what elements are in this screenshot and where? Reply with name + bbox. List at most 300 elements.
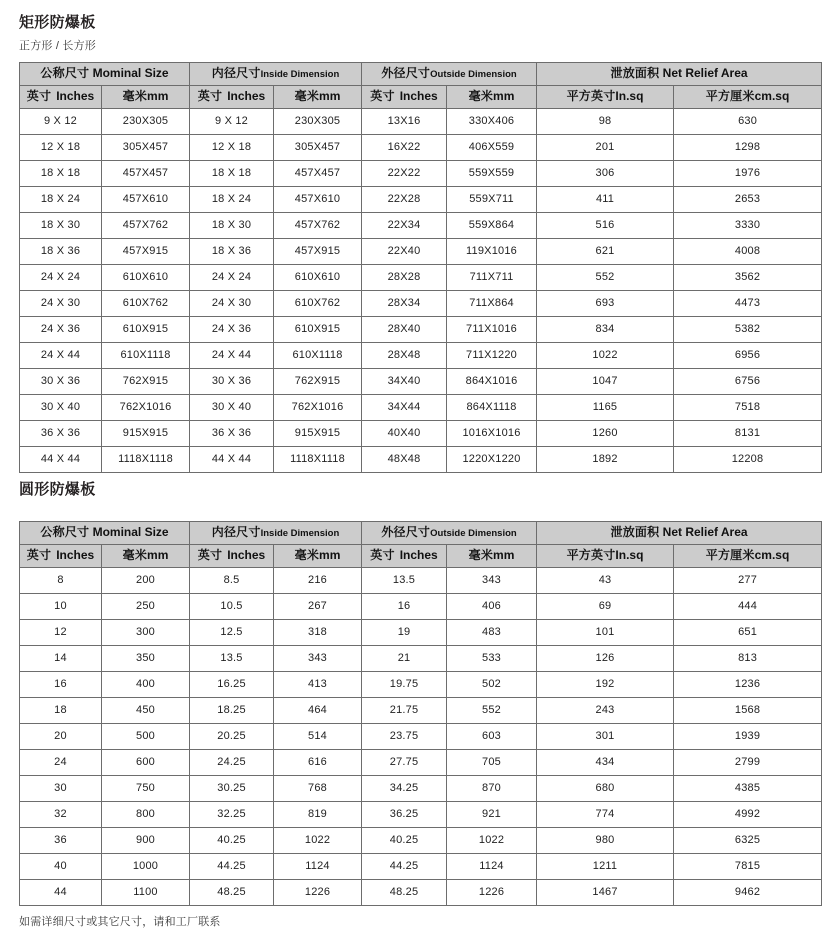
group-header-cn: 泄放面积	[610, 525, 660, 539]
table-cell: 9462	[674, 880, 822, 906]
table-cell: 28X34	[362, 291, 447, 317]
table-cell: 610X1118	[102, 343, 190, 369]
column-header-en: In.sq	[615, 89, 644, 103]
table-cell: 24 X 30	[190, 291, 274, 317]
rectangular-spec-table	[19, 62, 822, 473]
table-row	[20, 880, 822, 906]
table-cell: 48.25	[362, 880, 447, 906]
table-cell: 343	[274, 646, 362, 672]
table-cell: 457X610	[274, 187, 362, 213]
table-cell: 30 X 40	[20, 395, 102, 421]
column-header-en: mm	[493, 89, 515, 103]
table-cell: 1260	[537, 421, 674, 447]
table-cell: 230X305	[274, 109, 362, 135]
column-header	[190, 86, 274, 109]
column-header-cn: 毫米	[294, 548, 320, 562]
table-cell: 18 X 30	[190, 213, 274, 239]
table-cell: 610X762	[102, 291, 190, 317]
table-cell: 400	[102, 672, 190, 698]
group-header-cn: 外径尺寸	[381, 66, 431, 80]
table-cell: 7518	[674, 395, 822, 421]
table-cell: 559X559	[447, 161, 537, 187]
table-cell: 1892	[537, 447, 674, 473]
table-cell: 6956	[674, 343, 822, 369]
table-row	[20, 724, 822, 750]
table-row	[20, 265, 822, 291]
table-row	[20, 594, 822, 620]
table-cell: 1118X1118	[274, 447, 362, 473]
table-cell: 457X915	[102, 239, 190, 265]
table-cell: 13.5	[190, 646, 274, 672]
footer-note: 如需详细尺寸或其它尺寸，请和工厂联系	[19, 916, 221, 928]
table-column-header-row	[20, 86, 822, 109]
table-cell: 250	[102, 594, 190, 620]
table-cell: 12 X 18	[20, 135, 102, 161]
table-cell: 1226	[274, 880, 362, 906]
column-header-en: mm	[493, 548, 515, 562]
table-cell: 516	[537, 213, 674, 239]
table-cell: 27.75	[362, 750, 447, 776]
table-cell: 12	[20, 620, 102, 646]
table-cell: 533	[447, 646, 537, 672]
table-cell: 6756	[674, 369, 822, 395]
rectangular-table-wrapper	[19, 62, 822, 473]
table-cell: 21.75	[362, 698, 447, 724]
table-cell: 20	[20, 724, 102, 750]
table-cell: 434	[537, 750, 674, 776]
table-cell: 24.25	[190, 750, 274, 776]
table-group-header-row	[20, 522, 822, 545]
table-cell: 610X1118	[274, 343, 362, 369]
table-cell: 2653	[674, 187, 822, 213]
column-header-cn: 英寸	[370, 548, 395, 562]
table-cell: 711X1016	[447, 317, 537, 343]
table-row	[20, 776, 822, 802]
table-cell: 24 X 36	[20, 317, 102, 343]
table-cell: 610X610	[102, 265, 190, 291]
table-cell: 1220X1220	[447, 447, 537, 473]
table-row	[20, 421, 822, 447]
column-group-header	[362, 522, 537, 545]
column-header	[447, 86, 537, 109]
column-header-en: cm.sq	[754, 548, 790, 562]
table-cell: 1124	[447, 854, 537, 880]
table-header	[20, 63, 822, 109]
table-cell: 3562	[674, 265, 822, 291]
table-cell: 305X457	[102, 135, 190, 161]
table-row	[20, 317, 822, 343]
table-cell: 559X864	[447, 213, 537, 239]
column-header	[274, 86, 362, 109]
table-cell: 813	[674, 646, 822, 672]
column-header-en: Inches	[399, 89, 438, 103]
table-cell: 22X40	[362, 239, 447, 265]
table-cell: 24 X 24	[20, 265, 102, 291]
table-cell: 1467	[537, 880, 674, 906]
column-header	[674, 86, 822, 109]
table-row	[20, 698, 822, 724]
table-cell: 44 X 44	[190, 447, 274, 473]
table-cell: 18 X 24	[20, 187, 102, 213]
table-cell: 34X44	[362, 395, 447, 421]
table-cell: 18 X 18	[20, 161, 102, 187]
column-header-cn: 英寸	[197, 548, 223, 562]
column-group-header	[537, 63, 822, 86]
table-cell: 34X40	[362, 369, 447, 395]
table-cell: 4008	[674, 239, 822, 265]
table-cell: 1016X1016	[447, 421, 537, 447]
column-header	[102, 86, 190, 109]
table-cell: 192	[537, 672, 674, 698]
table-row	[20, 568, 822, 594]
table-cell: 502	[447, 672, 537, 698]
table-cell: 457X915	[274, 239, 362, 265]
table-row	[20, 291, 822, 317]
table-cell: 34.25	[362, 776, 447, 802]
column-header-cn: 英寸	[197, 89, 223, 103]
column-header	[537, 545, 674, 568]
section-rectangular-heading	[19, 14, 96, 53]
table-row	[20, 854, 822, 880]
table-cell: 1939	[674, 724, 822, 750]
table-cell: 9 X 12	[190, 109, 274, 135]
table-cell: 30	[20, 776, 102, 802]
column-header-en: Inches	[56, 89, 95, 103]
table-cell: 457X762	[274, 213, 362, 239]
table-cell: 483	[447, 620, 537, 646]
table-cell: 44	[20, 880, 102, 906]
page-subtitle: 正方形 / 长方形	[19, 39, 96, 52]
table-cell: 43	[537, 568, 674, 594]
table-cell: 921	[447, 802, 537, 828]
table-row	[20, 213, 822, 239]
table-cell: 30 X 36	[190, 369, 274, 395]
table-cell: 69	[537, 594, 674, 620]
column-header	[537, 86, 674, 109]
column-header-cn: 毫米	[468, 548, 494, 562]
table-cell: 680	[537, 776, 674, 802]
table-column-header-row	[20, 545, 822, 568]
table-cell: 610X610	[274, 265, 362, 291]
table-cell: 1022	[274, 828, 362, 854]
table-cell: 621	[537, 239, 674, 265]
table-cell: 457X610	[102, 187, 190, 213]
table-cell: 18 X 36	[20, 239, 102, 265]
table-cell: 40	[20, 854, 102, 880]
table-cell: 18 X 24	[190, 187, 274, 213]
table-row	[20, 395, 822, 421]
table-cell: 8	[20, 568, 102, 594]
table-cell: 5382	[674, 317, 822, 343]
table-cell: 693	[537, 291, 674, 317]
column-header-en: Inches	[227, 548, 266, 562]
table-cell: 8131	[674, 421, 822, 447]
table-cell: 406	[447, 594, 537, 620]
table-cell: 762X915	[102, 369, 190, 395]
column-header-en: mm	[319, 89, 341, 103]
table-cell: 126	[537, 646, 674, 672]
table-cell: 1022	[537, 343, 674, 369]
table-cell: 201	[537, 135, 674, 161]
table-cell: 19	[362, 620, 447, 646]
table-cell: 330X406	[447, 109, 537, 135]
table-cell: 23.75	[362, 724, 447, 750]
table-cell: 98	[537, 109, 674, 135]
table-cell: 24 X 36	[190, 317, 274, 343]
table-cell: 450	[102, 698, 190, 724]
table-cell: 1211	[537, 854, 674, 880]
table-cell: 16.25	[190, 672, 274, 698]
table-cell: 762X915	[274, 369, 362, 395]
group-header-en: Inside Dimension	[260, 528, 340, 539]
table-cell: 3330	[674, 213, 822, 239]
table-cell: 4992	[674, 802, 822, 828]
column-header	[674, 545, 822, 568]
group-header-cn: 公称尺寸	[40, 66, 90, 80]
table-cell: 24 X 30	[20, 291, 102, 317]
table-cell: 16	[362, 594, 447, 620]
table-row	[20, 343, 822, 369]
column-header	[447, 545, 537, 568]
column-header-cn: 平方英寸	[566, 89, 616, 103]
circular-spec-table	[19, 521, 822, 906]
table-cell: 30 X 36	[20, 369, 102, 395]
column-group-header	[20, 522, 190, 545]
table-cell: 705	[447, 750, 537, 776]
table-row	[20, 187, 822, 213]
table-cell: 16X22	[362, 135, 447, 161]
table-cell: 457X762	[102, 213, 190, 239]
table-cell: 22X22	[362, 161, 447, 187]
table-cell: 20.25	[190, 724, 274, 750]
table-row	[20, 135, 822, 161]
section-circular-heading	[19, 481, 96, 500]
group-header-cn: 泄放面积	[610, 66, 660, 80]
column-header-cn: 英寸	[26, 89, 52, 103]
table-cell: 711X864	[447, 291, 537, 317]
column-header-cn: 毫米	[468, 89, 494, 103]
column-group-header	[190, 63, 362, 86]
table-cell: 18 X 18	[190, 161, 274, 187]
table-cell: 40.25	[190, 828, 274, 854]
table-cell: 300	[102, 620, 190, 646]
table-cell: 651	[674, 620, 822, 646]
table-cell: 19.75	[362, 672, 447, 698]
table-cell: 406X559	[447, 135, 537, 161]
table-cell: 559X711	[447, 187, 537, 213]
page-title-secondary: 圆形防爆板	[19, 481, 96, 498]
table-cell: 48X48	[362, 447, 447, 473]
table-cell: 24 X 44	[190, 343, 274, 369]
table-cell: 1118X1118	[102, 447, 190, 473]
column-header-cn: 平方厘米	[705, 548, 755, 562]
group-header-cn: 内径尺寸	[211, 525, 261, 539]
table-cell: 457X457	[274, 161, 362, 187]
column-header	[102, 545, 190, 568]
table-row	[20, 447, 822, 473]
column-header-en: Inches	[399, 548, 438, 562]
table-row	[20, 161, 822, 187]
table-cell: 22X34	[362, 213, 447, 239]
table-cell: 350	[102, 646, 190, 672]
column-header-cn: 毫米	[122, 89, 148, 103]
table-cell: 318	[274, 620, 362, 646]
table-cell: 464	[274, 698, 362, 724]
table-cell: 500	[102, 724, 190, 750]
table-cell: 711X1220	[447, 343, 537, 369]
table-cell: 800	[102, 802, 190, 828]
table-row	[20, 802, 822, 828]
table-cell: 552	[537, 265, 674, 291]
table-cell: 40X40	[362, 421, 447, 447]
table-cell: 762X1016	[102, 395, 190, 421]
column-group-header	[362, 63, 537, 86]
table-cell: 267	[274, 594, 362, 620]
table-cell: 18 X 30	[20, 213, 102, 239]
table-cell: 411	[537, 187, 674, 213]
table-header	[20, 522, 822, 568]
table-cell: 32	[20, 802, 102, 828]
column-header-en: In.sq	[615, 548, 644, 562]
table-cell: 864X1118	[447, 395, 537, 421]
table-cell: 277	[674, 568, 822, 594]
group-header-en: Net Relief Area	[659, 66, 748, 80]
table-cell: 200	[102, 568, 190, 594]
group-header-en: Outside Dimension	[430, 528, 517, 539]
table-cell: 900	[102, 828, 190, 854]
table-cell: 457X457	[102, 161, 190, 187]
column-group-header	[537, 522, 822, 545]
table-row	[20, 646, 822, 672]
table-cell: 36	[20, 828, 102, 854]
table-cell: 1047	[537, 369, 674, 395]
table-cell: 10	[20, 594, 102, 620]
table-cell: 12 X 18	[190, 135, 274, 161]
table-cell: 305X457	[274, 135, 362, 161]
column-header	[362, 545, 447, 568]
table-cell: 40.25	[362, 828, 447, 854]
table-cell: 2799	[674, 750, 822, 776]
group-header-en: Outside Dimension	[430, 69, 517, 80]
table-cell: 980	[537, 828, 674, 854]
table-cell: 1100	[102, 880, 190, 906]
table-cell: 610X915	[274, 317, 362, 343]
table-cell: 36.25	[362, 802, 447, 828]
table-cell: 1124	[274, 854, 362, 880]
group-header-cn: 外径尺寸	[381, 525, 431, 539]
column-group-header	[20, 63, 190, 86]
table-cell: 343	[447, 568, 537, 594]
table-cell: 762X1016	[274, 395, 362, 421]
table-cell: 6325	[674, 828, 822, 854]
table-cell: 10.5	[190, 594, 274, 620]
table-row	[20, 620, 822, 646]
column-header-en: cm.sq	[754, 89, 790, 103]
table-cell: 216	[274, 568, 362, 594]
table-cell: 1298	[674, 135, 822, 161]
group-header-en: Inside Dimension	[260, 69, 340, 80]
table-group-header-row	[20, 63, 822, 86]
table-cell: 24 X 24	[190, 265, 274, 291]
table-cell: 603	[447, 724, 537, 750]
table-cell: 413	[274, 672, 362, 698]
table-cell: 9 X 12	[20, 109, 102, 135]
table-cell: 44 X 44	[20, 447, 102, 473]
column-header	[190, 545, 274, 568]
table-row	[20, 369, 822, 395]
table-cell: 301	[537, 724, 674, 750]
column-header	[20, 86, 102, 109]
group-header-cn: 内径尺寸	[211, 66, 261, 80]
table-cell: 24	[20, 750, 102, 776]
table-cell: 36 X 36	[190, 421, 274, 447]
table-cell: 28X40	[362, 317, 447, 343]
table-row	[20, 109, 822, 135]
circular-table-wrapper	[19, 521, 822, 906]
group-header-en: Mominal Size	[89, 66, 169, 80]
table-cell: 30 X 40	[190, 395, 274, 421]
page-title: 矩形防爆板	[19, 14, 96, 31]
table-cell: 13X16	[362, 109, 447, 135]
table-cell: 44.25	[362, 854, 447, 880]
column-header-en: mm	[147, 89, 169, 103]
table-cell: 14	[20, 646, 102, 672]
table-cell: 36 X 36	[20, 421, 102, 447]
column-header-cn: 毫米	[122, 548, 148, 562]
table-row	[20, 672, 822, 698]
table-cell: 630	[674, 109, 822, 135]
table-cell: 610X915	[102, 317, 190, 343]
table-cell: 768	[274, 776, 362, 802]
table-row	[20, 828, 822, 854]
table-cell: 230X305	[102, 109, 190, 135]
table-cell: 24 X 44	[20, 343, 102, 369]
table-body	[20, 109, 822, 473]
table-cell: 616	[274, 750, 362, 776]
table-cell: 1165	[537, 395, 674, 421]
table-row	[20, 750, 822, 776]
table-cell: 915X915	[274, 421, 362, 447]
table-cell: 915X915	[102, 421, 190, 447]
table-cell: 18 X 36	[190, 239, 274, 265]
column-header-cn: 英寸	[370, 89, 395, 103]
column-header-cn: 毫米	[294, 89, 320, 103]
table-cell: 819	[274, 802, 362, 828]
table-cell: 514	[274, 724, 362, 750]
table-cell: 44.25	[190, 854, 274, 880]
table-cell: 12.5	[190, 620, 274, 646]
table-cell: 48.25	[190, 880, 274, 906]
table-cell: 864X1016	[447, 369, 537, 395]
table-cell: 711X711	[447, 265, 537, 291]
column-header	[274, 545, 362, 568]
table-cell: 444	[674, 594, 822, 620]
table-cell: 7815	[674, 854, 822, 880]
table-cell: 1568	[674, 698, 822, 724]
column-header-cn: 平方英寸	[566, 548, 616, 562]
table-cell: 18	[20, 698, 102, 724]
table-cell: 600	[102, 750, 190, 776]
group-header-en: Mominal Size	[89, 525, 169, 539]
table-cell: 119X1016	[447, 239, 537, 265]
table-cell: 306	[537, 161, 674, 187]
table-cell: 28X48	[362, 343, 447, 369]
table-cell: 243	[537, 698, 674, 724]
table-cell: 610X762	[274, 291, 362, 317]
table-cell: 774	[537, 802, 674, 828]
table-cell: 1976	[674, 161, 822, 187]
table-cell: 8.5	[190, 568, 274, 594]
